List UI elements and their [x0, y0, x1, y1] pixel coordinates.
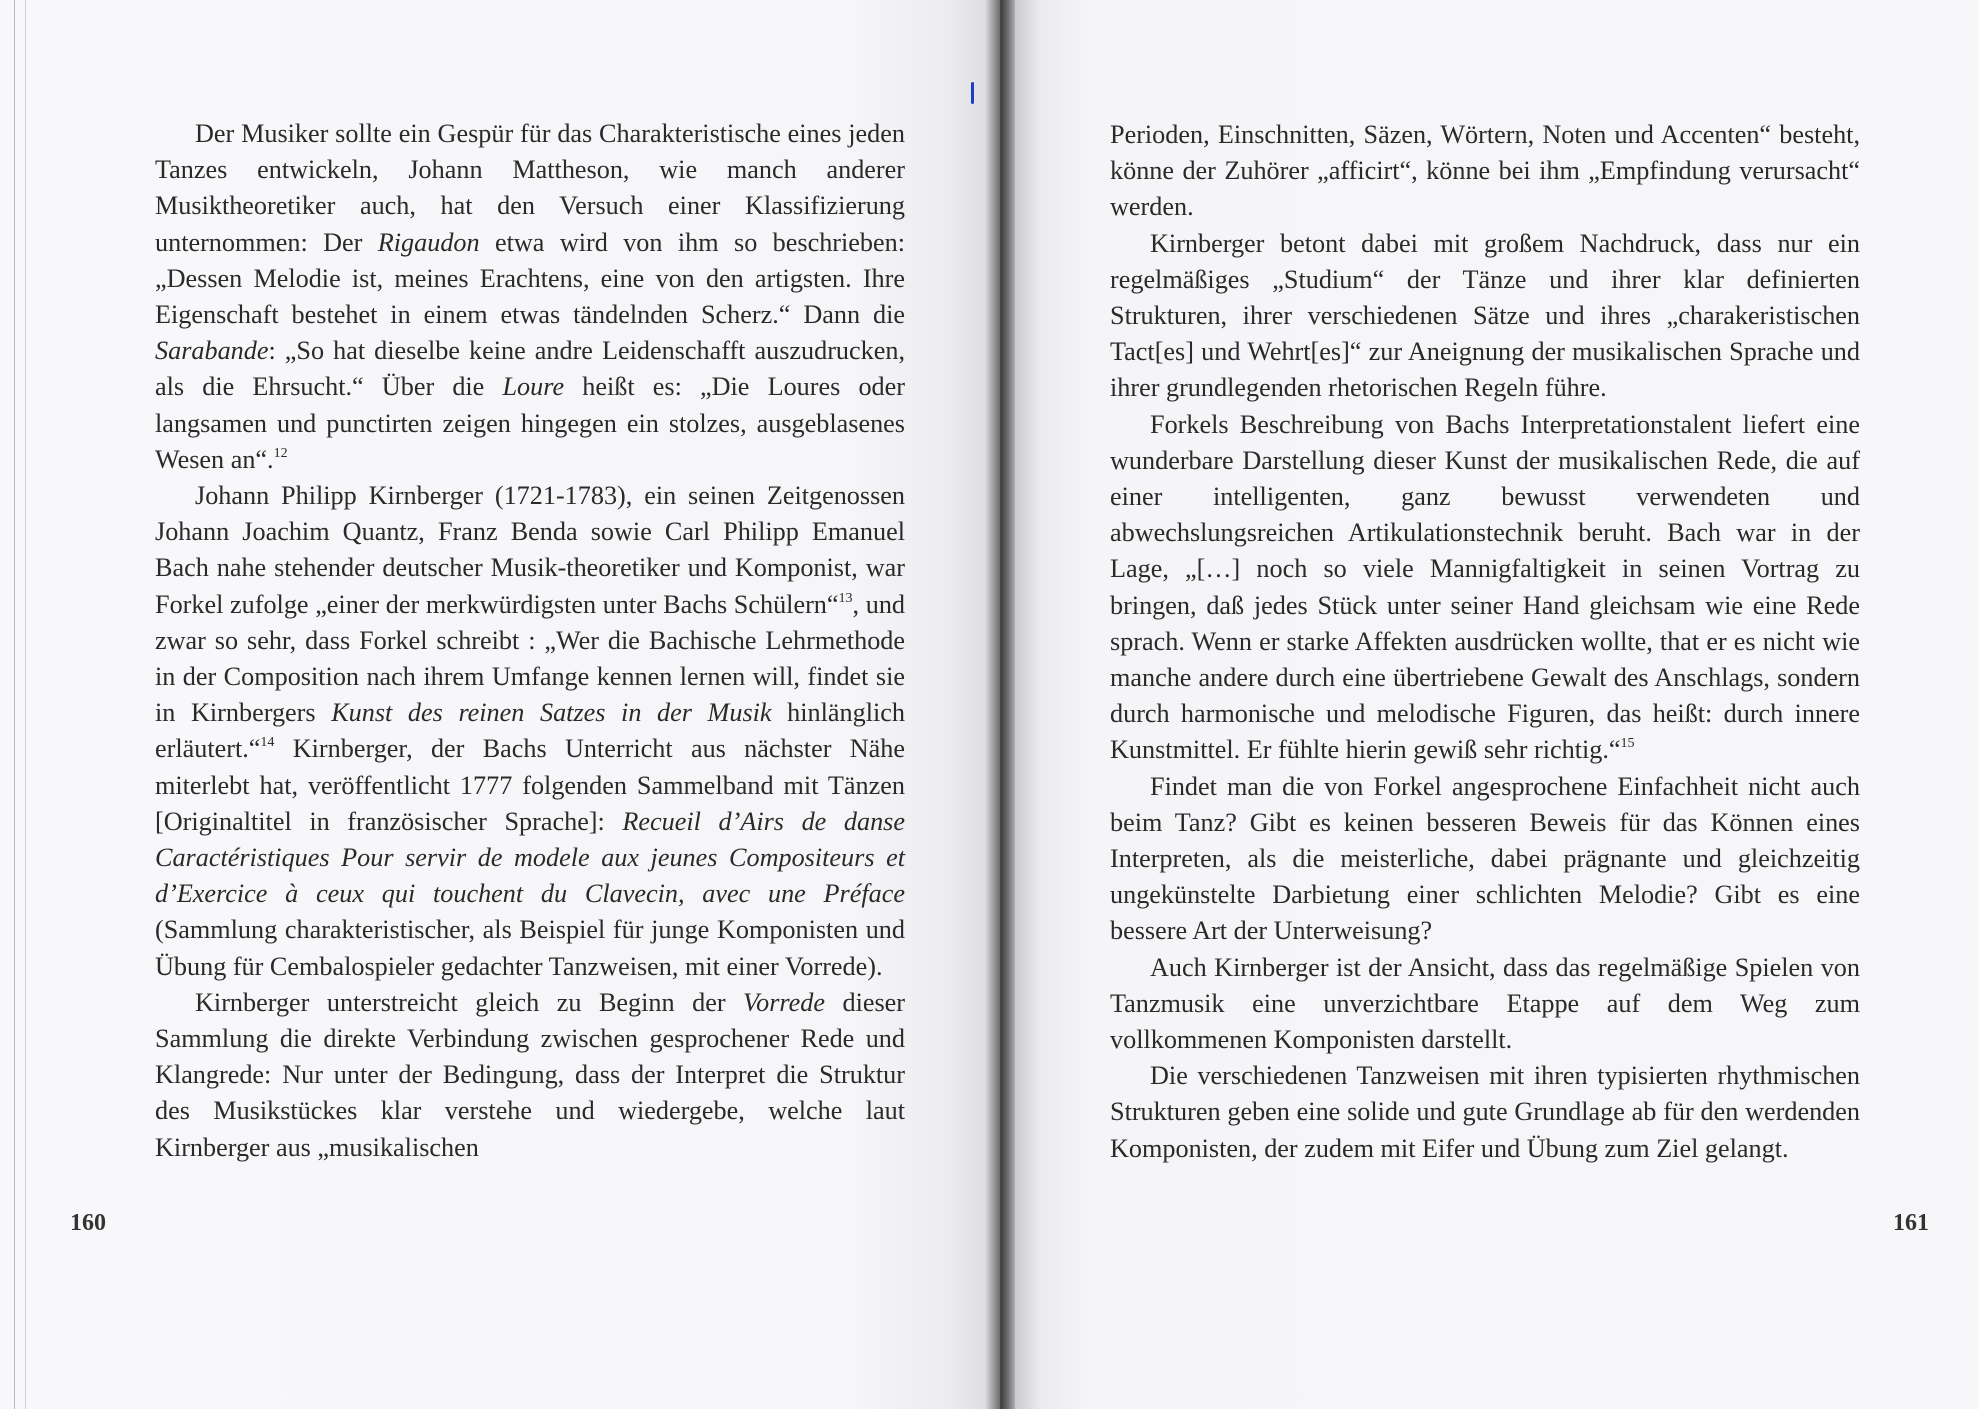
- text-run: Johann Philipp Kirnberger (1721-1783), ein seinen Zeitgenossen Johann Joachim Quantz, Franz Benda sowie Carl Philipp Emanuel Bach nahe stehender deutscher Musik-theoretiker und Komponist, war Forkel zufolge „einer der merkwürdigsten unter Bachs Schülern“: [155, 481, 905, 619]
- italic-text: Sarabande: [155, 336, 269, 366]
- text-run: etwa wird von ihm so beschrieben: „Dessen Melodie ist, meines Erachtens, eine von den artigsten. Ihre Eigenschaft bestehet in einem etwas tändelnden Scherz.“ Dann die: [155, 227, 906, 330]
- italic-text: Vorrede: [743, 987, 825, 1017]
- paragraph: [1110, 407, 1860, 769]
- right-page-text: [1110, 117, 1860, 1167]
- text-run: hinlänglich erläutert.“: [155, 698, 905, 764]
- text-run: , und zwar so sehr, dass Forkel schreibt : „Wer die Bachische Lehrmethode in der Composition nach ihrem Umfange kennen lernen will, findet sie in Kirnbergers: [155, 589, 906, 728]
- footnote-ref: 14: [260, 735, 275, 751]
- text-run: Kirnberger unterstreicht gleich zu Beginn der: [195, 987, 744, 1017]
- page-number-right: 161: [1893, 1210, 1929, 1236]
- text-run: Perioden, Einschnitten, Säzen, Wörtern, Noten und Accenten“ besteht, könne der Zuhörer „afficirt“, könne bei ihm „Empfindung verursacht“ werden.: [1110, 120, 1860, 222]
- text-run: Kirnberger, der Bachs Unterricht aus nächster Nähe miterlebt hat, veröffentlicht 1777 folgenden Sammelband mit Tänzen [Originaltitel in französischer Sprache]:: [155, 734, 905, 836]
- page-edge-lines: [14, 0, 26, 1409]
- text-run: Der Musiker sollte ein Gespür für das Charakteristische eines jeden Tanzes entwickeln, Johann Mattheson, wie manch anderer Musiktheoretiker auch, hat den Versuch einer Klassifizierung unternommen: Der: [155, 119, 905, 257]
- text-run: heißt es: „Die Loures oder langsamen und punctirten zeigen hingegen ein stolzes, ausgeblasenes Wesen an“.: [155, 372, 905, 474]
- paragraph: [155, 478, 905, 985]
- text-run: Forkels Beschreibung von Bachs Interpretationstalent liefert eine wunderbare Darstellung dieser Kunst der musikalischen Rede, die auf einer intelligenten, ganz bewusst verwendeten und abwechslungsreichen Artikulationstechnik beruht. Bach war in der Lage, „[…] noch so viele Mannigfaltigkeit in seinen Vortrag zu bringen, daß jedes Stück unter seiner Hand gleichsam wie eine Rede sprach. Wenn er starke Affekten ausdrücken wollte, that er es nicht wie manche andere durch eine übertriebene Gewalt des Anschlags, sondern durch harmonische und melodische Figuren, das heißt: durch innere Kunstmittel. Er fühlte hierin gewiß sehr richtig.“: [1110, 409, 1860, 765]
- paragraph: [1110, 1058, 1860, 1167]
- text-run: : „So hat dieselbe keine andre Leidenschafft auszudrucken, als die Ehrsucht.“ Über die: [155, 336, 905, 402]
- paragraph: [155, 116, 905, 478]
- page-number-left: 160: [70, 1210, 106, 1236]
- text-run: Die verschiedenen Tanzweisen mit ihren typisierten rhythmischen Strukturen geben eine solide und gute Grundlage ab für den werdenden Komponisten, der zudem mit Eifer und Übung zum Ziel gelangt.: [1110, 1061, 1860, 1163]
- text-run: Findet man die von Forkel angesprochene Einfachheit nicht auch beim Tanz? Gibt es keinen besseren Beweis für das Können eines Interpreten, als die meisterliche, dabei prägnante und gleichzeitig ungekünstelte Darbietung einer schlichten Melodie? Gibt es eine bessere Art der Unterweisung?: [1110, 771, 1860, 946]
- italic-text: Recueil d’Airs de danse Caractéristiques Pour servir de modele aux jeunes Compositeurs et d’Exercice à ceux qui touchent du Clavecin, avec une Préface: [155, 806, 905, 909]
- right-page: [1000, 0, 1979, 1409]
- italic-text: Rigaudon: [377, 227, 480, 257]
- footnote-ref: 12: [273, 445, 288, 461]
- text-run: Kirnberger betont dabei mit großem Nachdruck, dass nur ein regelmäßiges „Studium“ der Tänze und ihrer klar definierten Strukturen, ihrer verschiedenen Sätze und ihres „charakeristischen Tact[es] und Wehrt[es]“ zur Aneignung der musikalischen Sprache und ihrer grundlegenden rhetorischen Regeln führe.: [1110, 228, 1860, 403]
- paragraph: [1110, 117, 1860, 226]
- italic-text: Kunst des reinen Satzes in der Musik: [331, 698, 772, 728]
- footnote-ref: 13: [838, 590, 853, 606]
- text-run: (Sammlung charakteristischer, als Beispiel für junge Komponisten und Übung für Cembalospieler gedachter Tanzweisen, mit einer Vorrede).: [155, 915, 905, 981]
- book-gutter: [985, 0, 1015, 1409]
- italic-text: Loure: [502, 372, 565, 402]
- paragraph: [1110, 950, 1860, 1059]
- text-run: Auch Kirnberger ist der Ansicht, dass das regelmäßige Spielen von Tanzmusik eine unverzichtbare Etappe auf dem Weg zum vollkommenen Komponisten darstellt.: [1110, 952, 1860, 1055]
- left-page-text: [155, 116, 905, 1166]
- footnote-ref: 15: [1620, 736, 1635, 752]
- paragraph: [1110, 769, 1860, 950]
- paragraph: [155, 985, 905, 1166]
- paragraph: [1110, 226, 1860, 407]
- text-run: dieser Sammlung die direkte Verbindung zwischen gesprochener Rede und Klangrede: Nur unter der Bedingung, dass der Interpret die Struktur des Musikstückes klar verstehe und wiedergebe, welche laut Kirnberger aus „musikalischen: [155, 987, 906, 1162]
- ink-mark: [971, 82, 974, 104]
